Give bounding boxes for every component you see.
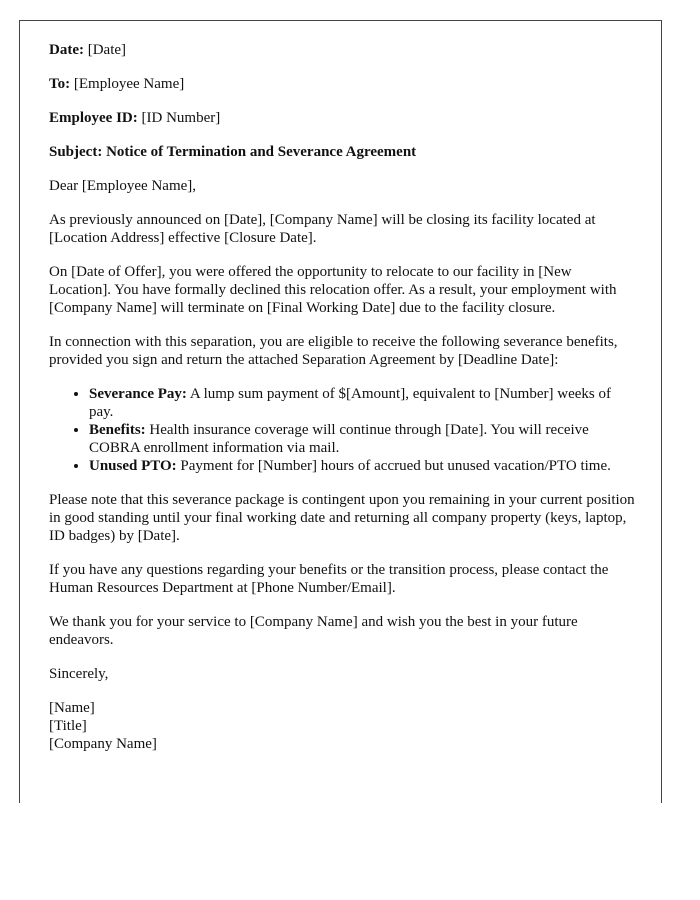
subject-text: Subject: Notice of Termination and Severance Agreement: [49, 144, 417, 160]
to-value: [Employee Name]: [73, 76, 185, 92]
date-label: Date:: [49, 42, 84, 58]
benefit-label: Unused PTO:: [89, 458, 177, 474]
employee-id-label: Employee ID:: [49, 110, 138, 126]
benefit-text: Health insurance coverage will continue through [Date]. You will receive COBRA enrollment information via mail.: [89, 422, 589, 456]
paragraph-closure: As previously announced on [Date], [Company Name] will be closing its facility located at [Location Address] effective [Closure Date].: [49, 212, 596, 246]
signature-block: [49, 699, 635, 753]
salutation: Dear [Employee Name],: [49, 178, 197, 194]
signoff: Sincerely,: [49, 666, 109, 682]
employee-id-line: [49, 109, 635, 127]
to-label: To:: [49, 76, 71, 92]
to-line: [49, 75, 635, 93]
paragraph-contingency: Please note that this severance package is contingent upon you remaining in your current position in good standing until your final working date and returning all company property (keys, laptop, ID badges) by [Date].: [49, 492, 635, 544]
signature-title: [Title]: [49, 718, 87, 734]
benefits-list: [49, 385, 635, 475]
paragraph-thanks: We thank you for your service to [Company Name] and wish you the best in your future endeavors.: [49, 614, 578, 648]
employee-id-value: [ID Number]: [141, 110, 221, 126]
letter-document: [19, 20, 662, 803]
subject-line: [49, 143, 635, 161]
signature-company: [Company Name]: [49, 736, 157, 752]
paragraph-contact: If you have any questions regarding your benefits or the transition process, please contact the Human Resources Department at [Phone Number/Email].: [49, 562, 609, 596]
list-item: [89, 421, 635, 457]
benefit-label: Benefits:: [89, 422, 146, 438]
date-line: [49, 41, 635, 59]
list-item: [89, 457, 635, 475]
benefit-label: Severance Pay:: [89, 386, 187, 402]
paragraph-severance-intro: In connection with this separation, you are eligible to receive the following severance benefits, provided you sign and return the attached Separation Agreement by [Deadline Date]:: [49, 334, 618, 368]
benefit-text: A lump sum payment of $[Amount], equivalent to [Number] weeks of pay.: [89, 386, 611, 420]
date-value: [Date]: [87, 42, 127, 58]
benefit-text: Payment for [Number] hours of accrued but unused vacation/PTO time.: [176, 458, 611, 474]
list-item: [89, 385, 635, 421]
signature-name: [Name]: [49, 700, 95, 716]
paragraph-relocation: On [Date of Offer], you were offered the opportunity to relocate to our facility in [New Location]. You have formally declined this relocation offer. As a result, your employment with [Company Name] will terminate on [Final Working Date] due to the facility closure.: [49, 264, 617, 316]
